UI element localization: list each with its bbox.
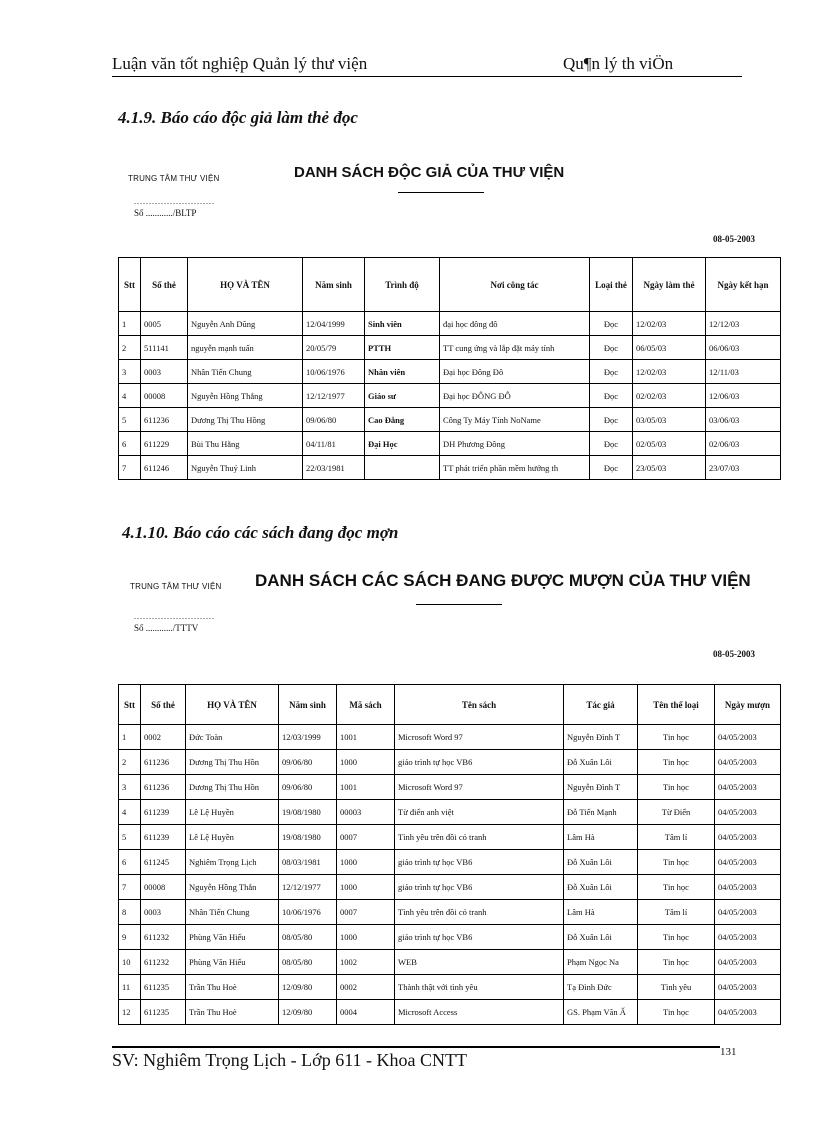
table-cell: Tạ Đình Đức: [564, 975, 638, 1000]
table-row: [119, 775, 781, 800]
table-cell: Đại học Đông Đô: [440, 360, 590, 384]
table-cell: 5: [119, 825, 141, 850]
table-cell: 12/02/03: [633, 312, 706, 336]
table-cell: 12/09/80: [279, 975, 337, 1000]
table-cell: 04/05/2003: [715, 825, 781, 850]
table-cell: 06/06/03: [706, 336, 781, 360]
table-cell: 4: [119, 384, 141, 408]
table-cell: 1000: [337, 850, 395, 875]
table-cell: 1000: [337, 925, 395, 950]
table-cell: 611229: [141, 432, 188, 456]
table-cell: Đỗ Tiến Mạnh: [564, 800, 638, 825]
table-row: [119, 750, 781, 775]
column-header: Năm sinh: [279, 685, 337, 725]
report2-date: 08-05-2003: [713, 649, 755, 659]
table-cell: 1: [119, 725, 141, 750]
table-cell: 04/05/2003: [715, 1000, 781, 1025]
table-cell: Tình yêu: [638, 975, 715, 1000]
table-cell: 23/07/03: [706, 456, 781, 480]
report1-title-underline: [398, 192, 484, 193]
table-cell: Nguyễn Đình T: [564, 775, 638, 800]
table-row: [119, 950, 781, 975]
table-cell: 1001: [337, 775, 395, 800]
table-cell: 11: [119, 975, 141, 1000]
table-cell: WEB: [395, 950, 564, 975]
table-cell: 511141: [141, 336, 188, 360]
table-cell: giáo trình tự học VB6: [395, 750, 564, 775]
column-header: Stt: [119, 685, 141, 725]
column-header: Tên thể loại: [638, 685, 715, 725]
column-header: Stt: [119, 258, 141, 312]
table-row: [119, 432, 781, 456]
table-cell: 611236: [141, 775, 186, 800]
table-cell: 7: [119, 875, 141, 900]
column-header: Loại thẻ: [590, 258, 633, 312]
page-number: 131: [720, 1046, 737, 1058]
table-cell: 09/06/80: [303, 408, 365, 432]
table-cell: 1000: [337, 875, 395, 900]
report1-date: 08-05-2003: [713, 234, 755, 244]
table-cell: Đọc: [590, 432, 633, 456]
table-cell: 08/05/80: [279, 950, 337, 975]
table-cell: giáo trình tự học VB6: [395, 875, 564, 900]
page-header-right: Qu¶n lý th viÖn: [563, 54, 674, 73]
table-cell: 0005: [141, 312, 188, 336]
table-cell: 04/05/2003: [715, 725, 781, 750]
table-cell: 06/05/03: [633, 336, 706, 360]
table-cell: Phùng Văn Hiếu: [186, 950, 279, 975]
table-cell: 12/11/03: [706, 360, 781, 384]
table-cell: Tâm lí: [638, 900, 715, 925]
table-cell: Đức Toàn: [186, 725, 279, 750]
table-cell: 09/06/80: [279, 750, 337, 775]
table-row: [119, 408, 781, 432]
table-cell: 12/12/1977: [303, 384, 365, 408]
table-cell: 611235: [141, 975, 186, 1000]
table-cell: Phạm Ngọc Na: [564, 950, 638, 975]
table-row: [119, 900, 781, 925]
table-cell: 2: [119, 750, 141, 775]
table-cell: Dương Thị Thu Hồn: [186, 750, 279, 775]
table-cell: 03/06/03: [706, 408, 781, 432]
table-cell: Nghiêm Trọng Lịch: [186, 850, 279, 875]
table-row: [119, 875, 781, 900]
table-row: [119, 850, 781, 875]
header-divider: [112, 76, 742, 77]
table-cell: 611235: [141, 1000, 186, 1025]
table-cell: 20/05/79: [303, 336, 365, 360]
table-row: [119, 456, 781, 480]
table-row: [119, 825, 781, 850]
table-cell: 2: [119, 336, 141, 360]
report2-ref: Số ............/TTTV: [134, 623, 199, 633]
page-header-left: Luận văn tốt nghiệp Quản lý thư viện: [112, 54, 368, 73]
table-cell: [365, 456, 440, 480]
table-cell: 12: [119, 1000, 141, 1025]
table-cell: 0003: [141, 360, 188, 384]
table-cell: Bùi Thu Hằng: [188, 432, 303, 456]
table-cell: 0002: [141, 725, 186, 750]
table-cell: Tâm lí: [638, 825, 715, 850]
footer-text: SV: Nghiêm Trọng Lịch - Lớp 611 - Khoa CNTT: [112, 1050, 467, 1070]
table-cell: 0007: [337, 900, 395, 925]
table-cell: Trần Thu Hoè: [186, 1000, 279, 1025]
table-cell: 611232: [141, 925, 186, 950]
section-title-4-1-9: 4.1.9. Báo cáo độc giả làm thẻ đọc: [118, 108, 358, 127]
column-header: Tên sách: [395, 685, 564, 725]
table-cell: 1002: [337, 950, 395, 975]
column-header: Tác giả: [564, 685, 638, 725]
column-header: Ngày làm thẻ: [633, 258, 706, 312]
footer-divider: [112, 1046, 720, 1048]
table-cell: Đại Học: [365, 432, 440, 456]
table-cell: Từ Điển: [638, 800, 715, 825]
table-cell: Từ điển anh việt: [395, 800, 564, 825]
report1-ref: Số ............/BLTP: [134, 208, 197, 218]
table-cell: 19/08/1980: [279, 825, 337, 850]
table-cell: Đỗ Xuân Lôi: [564, 875, 638, 900]
table-cell: 3: [119, 775, 141, 800]
table-cell: 09/06/80: [279, 775, 337, 800]
table-cell: 22/03/1981: [303, 456, 365, 480]
table-cell: nguyễn mạnh tuấn: [188, 336, 303, 360]
table-cell: 00003: [337, 800, 395, 825]
report1-dots: ...........................: [134, 197, 215, 206]
table-cell: Tin học: [638, 725, 715, 750]
table-cell: 04/05/2003: [715, 750, 781, 775]
table-cell: Tin học: [638, 950, 715, 975]
table-cell: 23/05/03: [633, 456, 706, 480]
table-cell: 611245: [141, 850, 186, 875]
column-header: HỌ VÀ TÊN: [188, 258, 303, 312]
column-header: Số thẻ: [141, 258, 188, 312]
table-cell: Lê Lệ Huyền: [186, 800, 279, 825]
table-cell: 12/04/1999: [303, 312, 365, 336]
table-cell: Microsoft Word 97: [395, 775, 564, 800]
table-cell: 4: [119, 800, 141, 825]
table-cell: 10/06/1976: [303, 360, 365, 384]
table-cell: Giáo sư: [365, 384, 440, 408]
table-cell: Cao Đẳng: [365, 408, 440, 432]
table-cell: Đỗ Xuân Lôi: [564, 850, 638, 875]
table-row: [119, 384, 781, 408]
borrowed-books-table: [118, 684, 781, 1025]
table-cell: 10: [119, 950, 141, 975]
table-cell: 0007: [337, 825, 395, 850]
table-cell: 7: [119, 456, 141, 480]
table-cell: 00008: [141, 875, 186, 900]
table-cell: 12/12/03: [706, 312, 781, 336]
table-cell: 00008: [141, 384, 188, 408]
table-cell: Đỗ Xuân Lôi: [564, 925, 638, 950]
table-cell: Đọc: [590, 312, 633, 336]
table-cell: Đọc: [590, 360, 633, 384]
table-cell: GS. Phạm Văn Ấ: [564, 1000, 638, 1025]
table-cell: PTTH: [365, 336, 440, 360]
column-header: Số thẻ: [141, 685, 186, 725]
table-cell: TT cung ứng và lắp đặt máy tính: [440, 336, 590, 360]
table-cell: Đọc: [590, 456, 633, 480]
table-row: [119, 312, 781, 336]
table-cell: Đọc: [590, 408, 633, 432]
table-cell: 611239: [141, 800, 186, 825]
table-cell: 6: [119, 432, 141, 456]
table-cell: Nhân viên: [365, 360, 440, 384]
table-cell: 04/05/2003: [715, 850, 781, 875]
table-cell: Tin học: [638, 1000, 715, 1025]
table-cell: 04/05/2003: [715, 775, 781, 800]
table-cell: 04/11/81: [303, 432, 365, 456]
table-cell: Tin học: [638, 850, 715, 875]
table-row: [119, 800, 781, 825]
column-header: Ngày mượn: [715, 685, 781, 725]
table-cell: Nhân Tiến Chung: [188, 360, 303, 384]
table-cell: Tin học: [638, 925, 715, 950]
table-row: [119, 925, 781, 950]
table-cell: 08/03/1981: [279, 850, 337, 875]
table-cell: Sinh viên: [365, 312, 440, 336]
table-cell: 611236: [141, 750, 186, 775]
table-row: [119, 1000, 781, 1025]
table-cell: Tin học: [638, 750, 715, 775]
table-cell: Nhân Tiến Chung: [186, 900, 279, 925]
table-cell: 12/12/1977: [279, 875, 337, 900]
table-cell: 08/05/80: [279, 925, 337, 950]
table-cell: Đỗ Xuân Lôi: [564, 750, 638, 775]
table-cell: 12/09/80: [279, 1000, 337, 1025]
table-cell: 02/06/03: [706, 432, 781, 456]
table-cell: 611246: [141, 456, 188, 480]
column-header: Ngày kết hạn: [706, 258, 781, 312]
report1-title: DANH SÁCH ĐỘC GIẢ CỦA THƯ VIỆN: [294, 164, 565, 181]
table-row: [119, 975, 781, 1000]
table-cell: Trần Thu Hoè: [186, 975, 279, 1000]
table-cell: Lâm Hà: [564, 900, 638, 925]
table-cell: Lâm Hà: [564, 825, 638, 850]
column-header: Nơi công tác: [440, 258, 590, 312]
table-cell: 1001: [337, 725, 395, 750]
report2-title-underline: [416, 604, 502, 605]
table-cell: 611232: [141, 950, 186, 975]
table-cell: Đọc: [590, 384, 633, 408]
table-cell: Tin học: [638, 875, 715, 900]
table-row: [119, 360, 781, 384]
table-cell: 04/05/2003: [715, 900, 781, 925]
table-cell: 611236: [141, 408, 188, 432]
table-cell: 04/05/2003: [715, 950, 781, 975]
table-cell: 12/06/03: [706, 384, 781, 408]
table-cell: 03/05/03: [633, 408, 706, 432]
table-cell: Nguyễn Thuý Linh: [188, 456, 303, 480]
table-cell: 3: [119, 360, 141, 384]
table-row: [119, 336, 781, 360]
column-header: Mã sách: [337, 685, 395, 725]
table-cell: DH Phương Đông: [440, 432, 590, 456]
table-row: [119, 725, 781, 750]
table-cell: Phùng Văn Hiếu: [186, 925, 279, 950]
table-cell: Tình yêu trên đồi cỏ tranh: [395, 900, 564, 925]
table-cell: 02/02/03: [633, 384, 706, 408]
table-cell: 0003: [141, 900, 186, 925]
table-cell: 611239: [141, 825, 186, 850]
table-cell: Nguyễn Đình T: [564, 725, 638, 750]
table-cell: Tin học: [638, 775, 715, 800]
table-cell: 0004: [337, 1000, 395, 1025]
table-cell: Đọc: [590, 336, 633, 360]
table-cell: 04/05/2003: [715, 925, 781, 950]
table-cell: 19/08/1980: [279, 800, 337, 825]
table-cell: 5: [119, 408, 141, 432]
table-cell: 1: [119, 312, 141, 336]
table-cell: Microsoft Access: [395, 1000, 564, 1025]
table-cell: Lê Lệ Huyền: [186, 825, 279, 850]
table-cell: 8: [119, 900, 141, 925]
table-cell: đại học đông đô: [440, 312, 590, 336]
table-cell: 10/06/1976: [279, 900, 337, 925]
table-cell: Công Ty Máy Tính NoName: [440, 408, 590, 432]
table-cell: 12/03/1999: [279, 725, 337, 750]
table-cell: Nguyễn Hồng Thắn: [186, 875, 279, 900]
table-cell: 0002: [337, 975, 395, 1000]
table-cell: Dương Thị Thu Hồn: [186, 775, 279, 800]
report2-org: TRUNG TÂM THƯ VIỆN: [130, 582, 222, 591]
table-cell: Thành thật với tình yêu: [395, 975, 564, 1000]
report1-org: TRUNG TÂM THƯ VIỆN: [128, 174, 220, 183]
table-cell: Đại học ĐÔNG ĐÔ: [440, 384, 590, 408]
table-cell: TT phát triển phần mềm hướng th: [440, 456, 590, 480]
report2-dots: ...........................: [134, 612, 215, 621]
table-cell: Microsoft Word 97: [395, 725, 564, 750]
table-cell: Nguyễn Hồng Thắng: [188, 384, 303, 408]
table-cell: giáo trình tự học VB6: [395, 850, 564, 875]
table-cell: Dương Thị Thu Hồng: [188, 408, 303, 432]
section-title-4-1-10: 4.1.10. Báo cáo các sách đang đọc mợn: [122, 523, 399, 542]
report2-title: DANH SÁCH CÁC SÁCH ĐANG ĐƯỢC MƯỢN CỦA THƯ VIỆN: [255, 571, 751, 590]
table-cell: Nguyễn Anh Dũng: [188, 312, 303, 336]
column-header: Trình độ: [365, 258, 440, 312]
column-header: HỌ VÀ TÊN: [186, 685, 279, 725]
table-cell: 9: [119, 925, 141, 950]
table-cell: 12/02/03: [633, 360, 706, 384]
table-cell: 02/05/03: [633, 432, 706, 456]
column-header: Năm sinh: [303, 258, 365, 312]
table-cell: 04/05/2003: [715, 875, 781, 900]
readers-table: [118, 257, 781, 480]
table-cell: 04/05/2003: [715, 975, 781, 1000]
table-cell: 6: [119, 850, 141, 875]
table-cell: 04/05/2003: [715, 800, 781, 825]
table-cell: giáo trình tự học VB6: [395, 925, 564, 950]
table-cell: Tình yêu trên đồi cỏ tranh: [395, 825, 564, 850]
table-cell: 1000: [337, 750, 395, 775]
